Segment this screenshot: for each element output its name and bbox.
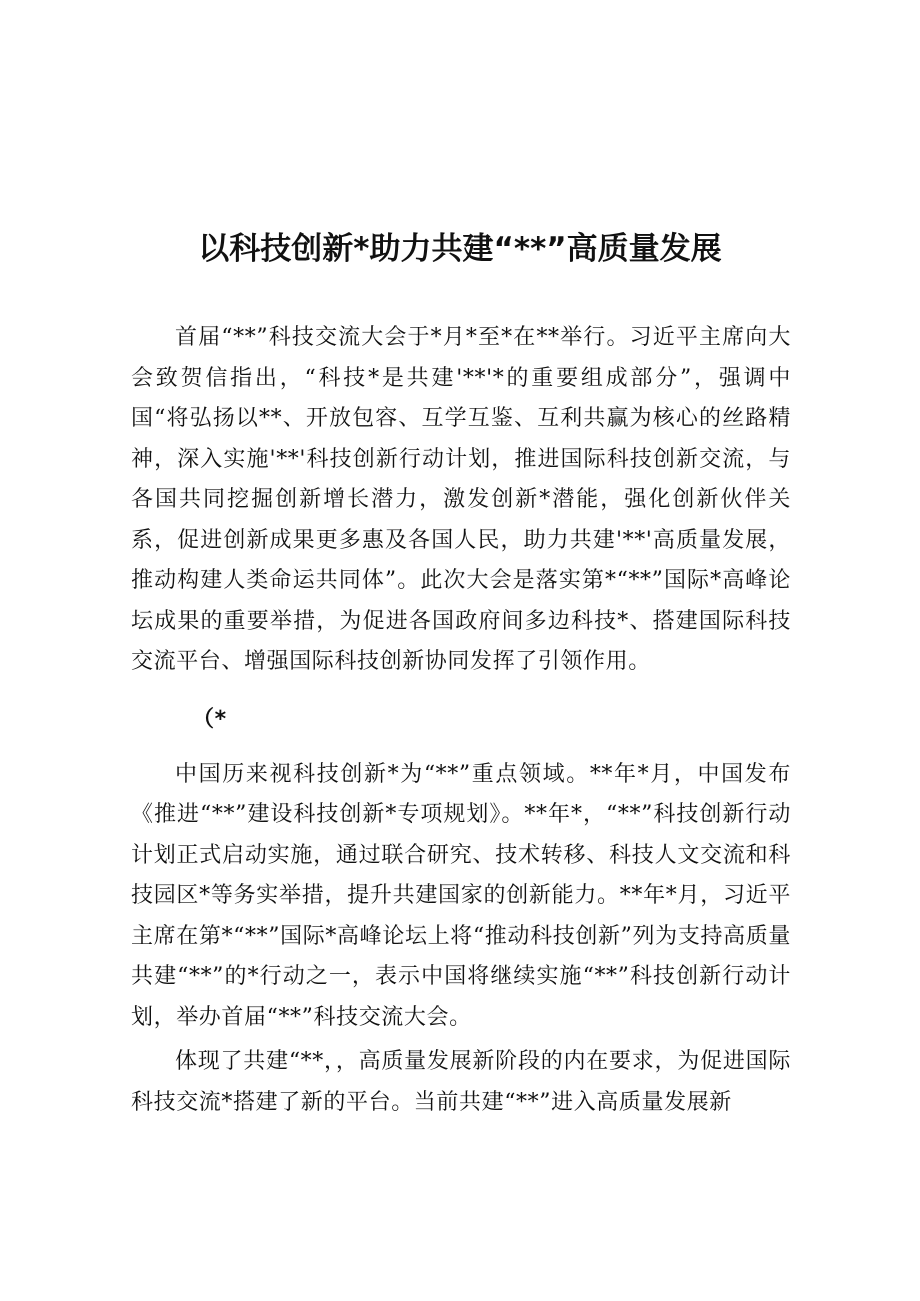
paragraph-1: 首届“**”科技交流大会于*月*至*在**举行。习近平主席向大会致贺信指出，“科技*是共建'**'*的重要组成部分”，强调中国“将弘扬以**、开放包容、互学互鉴、互利共赢为核心的丝路精神，深入实施'**'科技创新行动计划，推进国际科技创新交流，与各国共同挖掘创新增长潜力，激发创新*潜能，强化创新伙伴关系，促进创新成果更多惠及各国人民，助力共建'**'高质量发展，推动构建人类命运共同体”。此次大会是落实第*“**”国际*高峰论坛成果的重要举措，为促进各国政府间多边科技*、搭建国际科技交流平台、增强国际科技创新协同发挥了引领作用。 bbox=[131, 325, 791, 674]
document-title: 以科技创新*助力共建“**”高质量发展 bbox=[198, 231, 722, 267]
paragraph-3: 体现了共建“**，，高质量发展新阶段的内在要求，为促进国际科技交流*搭建了新的平台。当前共建“**”进入高质量发展新 bbox=[131, 1049, 791, 1115]
document-body bbox=[131, 318, 791, 1123]
section-heading: （* bbox=[192, 706, 227, 732]
paragraph-2: 中国历来视科技创新*为“**”重点领域。**年*月，中国发布《推进“**”建设科技创新*专项规划》。**年*，“**”科技创新行动计划正式启动实施，通过联合研究、技术转移、科技人文交流和科技园区*等务实举措，提升共建国家的创新能力。**年*月，习近平主席在第*“**”国际*高峰论坛上将“推动科技创新”列为支持高质量共建“**”的*行动之一，表示中国将继续实施“**”科技创新行动计划，举办首届“**”科技交流大会。 bbox=[131, 761, 791, 1030]
